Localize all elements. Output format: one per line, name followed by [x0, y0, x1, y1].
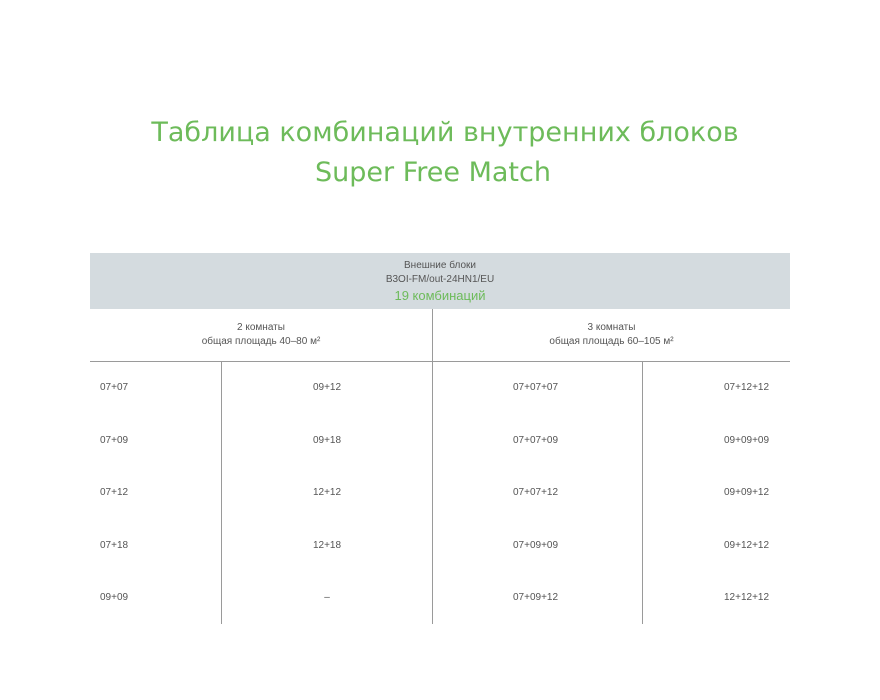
- table-cell: 09+12: [312, 382, 342, 393]
- room-groups: [90, 309, 790, 362]
- table-cell: 12+12: [312, 487, 342, 498]
- table-row: [90, 415, 790, 468]
- table-row: [90, 467, 790, 520]
- table-header: [90, 253, 790, 309]
- table-cell: –: [324, 592, 330, 603]
- table-cell: 09+12+12: [724, 539, 770, 551]
- group-rooms-label: 3 комнаты: [587, 322, 636, 333]
- table-cell: 07+18: [100, 539, 129, 551]
- table-row: [90, 520, 790, 573]
- table-cell: 09+09: [100, 592, 129, 603]
- table-cell: 07+09+12: [513, 592, 559, 603]
- group-area-label: общая площадь 40–80 м²: [201, 336, 321, 347]
- combinations-table: [90, 253, 790, 624]
- group-area-label: общая площадь 60–105 м²: [549, 336, 674, 347]
- outdoor-unit-model: B3OI-FM/out-24HN1/EU: [385, 274, 495, 285]
- combinations-count: 19 комбинаций: [394, 288, 486, 303]
- table-row: [90, 362, 790, 415]
- table-cell: 12+18: [312, 539, 342, 551]
- table-cell: 09+09+09: [724, 434, 770, 446]
- table-cell: 12+12+12: [724, 592, 770, 603]
- table-cell: 09+18: [312, 434, 342, 446]
- table-body: [90, 362, 790, 624]
- group-2-rooms: [90, 309, 432, 361]
- outdoor-units-label: Внешние блоки: [404, 260, 476, 271]
- table-cell: 09+09+12: [724, 487, 770, 498]
- table-cell: 07+12: [100, 487, 129, 498]
- table-cell: 07+09: [100, 434, 129, 446]
- title-line-2: Super Free Match: [315, 157, 551, 188]
- table-cell: 07+07+09: [513, 434, 559, 446]
- table-cell: 07+07: [100, 382, 129, 393]
- table-cell: 07+09+09: [513, 539, 559, 551]
- group-rooms-label: 2 комнаты: [237, 322, 285, 333]
- page-title: [0, 113, 880, 193]
- group-3-rooms: [432, 309, 790, 361]
- table-cell: 07+12+12: [724, 382, 770, 393]
- table-cell: 07+07+07: [513, 382, 559, 393]
- table-cell: 07+07+12: [513, 487, 559, 498]
- title-line-1: Таблица комбинаций внутренних блоков: [151, 117, 739, 148]
- table-row: [90, 572, 790, 625]
